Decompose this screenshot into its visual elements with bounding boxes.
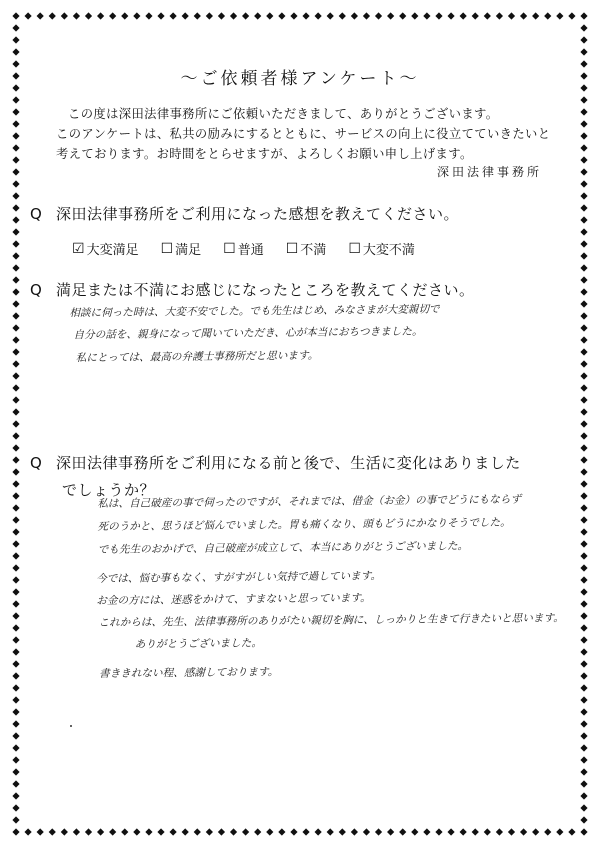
option-label: 大変満足: [86, 243, 139, 258]
border-diamond: [12, 36, 19, 43]
border-diamond: [12, 264, 19, 271]
border-diamond: [580, 516, 587, 523]
border-diamond: [435, 12, 442, 19]
checkbox-icon: ☐: [160, 240, 174, 257]
border-diamond: [315, 828, 322, 835]
border-diamond: [12, 240, 19, 247]
border-diamond: [12, 612, 19, 619]
option-label: 大変不満: [362, 243, 415, 258]
border-diamond: [580, 732, 587, 739]
border-diamond: [580, 372, 587, 379]
border-diamond: [375, 12, 382, 19]
border-diamond: [12, 12, 19, 19]
border-diamond: [97, 12, 104, 19]
border-diamond: [580, 312, 587, 319]
border-diamond: [12, 444, 19, 451]
border-diamond: [12, 372, 19, 379]
border-diamond: [12, 396, 19, 403]
checkbox-icon: ☐: [348, 240, 361, 257]
border-diamond: [12, 576, 19, 583]
border-diamond: [109, 12, 116, 19]
border-diamond: [580, 648, 587, 655]
border-diamond: [12, 456, 19, 463]
question-1-text: 深田法律事務所をご利用になった感想を教えてください。: [56, 205, 460, 223]
border-diamond: [266, 828, 273, 835]
border-diamond: [532, 12, 539, 19]
border-diamond: [12, 816, 19, 823]
border-diamond: [278, 12, 285, 19]
border-diamond: [580, 192, 587, 199]
option-satisfied[interactable]: [161, 239, 202, 258]
border-diamond: [411, 12, 418, 19]
border-diamond: [24, 828, 31, 835]
border-diamond: [580, 708, 587, 715]
question-3-text-line-2: でしょうか？: [62, 481, 156, 499]
border-diamond: [266, 12, 273, 19]
answer-line: 死のうかと、思うほど悩んでいました。胃も痛くなり、頭もどうにかなりそうでした。: [97, 516, 511, 534]
border-diamond: [61, 828, 68, 835]
border-diamond: [508, 828, 515, 835]
border-diamond: [157, 12, 164, 19]
border-diamond: [580, 156, 587, 163]
border-diamond: [12, 216, 19, 223]
border-diamond: [351, 828, 358, 835]
border-diamond: [435, 828, 442, 835]
border-diamond: [580, 180, 587, 187]
border-diamond: [12, 696, 19, 703]
border-diamond: [339, 12, 346, 19]
option-dissatisfied[interactable]: [286, 239, 327, 258]
border-diamond: [206, 12, 213, 19]
border-diamond: [12, 360, 19, 367]
border-diamond: [580, 384, 587, 391]
border-diamond: [12, 780, 19, 787]
question-mark: Q: [30, 454, 42, 472]
border-diamond: [580, 456, 587, 463]
border-diamond: [290, 12, 297, 19]
border-diamond: [85, 828, 92, 835]
border-diamond: [218, 828, 225, 835]
border-diamond: [12, 420, 19, 427]
border-diamond: [12, 732, 19, 739]
border-diamond: [12, 348, 19, 355]
border-diamond: [399, 828, 406, 835]
border-diamond: [472, 828, 479, 835]
border-diamond: [580, 612, 587, 619]
border-diamond: [484, 12, 491, 19]
checkbox-icon: ☐: [223, 240, 236, 257]
border-diamond: [460, 828, 467, 835]
border-diamond: [12, 408, 19, 415]
border-diamond: [363, 828, 370, 835]
border-diamond: [12, 300, 19, 307]
border-diamond: [12, 504, 19, 511]
answer-line: 書ききれない程、感謝しております。: [99, 666, 279, 680]
answer-line: 今では、悩む事もなく、すがすがしい気持で過しています。: [96, 570, 382, 586]
border-diamond: [37, 828, 44, 835]
border-diamond: [194, 828, 201, 835]
border-diamond: [12, 48, 19, 55]
border-diamond: [580, 204, 587, 211]
option-neutral[interactable]: [223, 239, 264, 258]
border-diamond: [170, 828, 177, 835]
question-1: [30, 203, 459, 224]
border-diamond: [580, 468, 587, 475]
border-diamond: [12, 180, 19, 187]
pen-mark: [70, 725, 72, 727]
border-diamond: [580, 588, 587, 595]
answer-line: 私は、自己破産の事で伺ったのですが、それまでは、借金（お金）の事でどうにもならず: [97, 493, 522, 511]
question-mark: Q: [30, 205, 42, 223]
border-diamond: [12, 636, 19, 643]
border-diamond: [580, 828, 587, 835]
answer-line: お金の方には、迷惑をかけて、すまないと思っています。: [96, 592, 371, 608]
border-diamond: [315, 12, 322, 19]
border-diamond: [12, 156, 19, 163]
border-diamond: [12, 768, 19, 775]
border-diamond: [580, 756, 587, 763]
option-label: 不満: [300, 243, 327, 258]
border-diamond: [363, 12, 370, 19]
border-diamond: [61, 12, 68, 19]
border-diamond: [12, 432, 19, 439]
border-diamond: [580, 504, 587, 511]
border-diamond: [157, 828, 164, 835]
border-diamond: [508, 12, 515, 19]
option-very-dissatisfied[interactable]: [348, 239, 415, 258]
border-diamond: [580, 624, 587, 631]
border-diamond: [121, 12, 128, 19]
question-mark: Q: [30, 281, 42, 299]
border-diamond: [12, 168, 19, 175]
border-diamond: [351, 12, 358, 19]
border-diamond: [12, 108, 19, 115]
border-diamond: [12, 324, 19, 331]
border-diamond: [580, 408, 587, 415]
border-diamond: [37, 12, 44, 19]
answer-line: 私にとっては、最高の弁護士事務所だと思います。: [75, 349, 319, 365]
border-diamond: [580, 804, 587, 811]
border-diamond: [580, 168, 587, 175]
border-diamond: [375, 828, 382, 835]
border-diamond: [302, 828, 309, 835]
border-diamond: [327, 828, 334, 835]
border-diamond: [544, 12, 551, 19]
border-diamond: [580, 540, 587, 547]
border-diamond: [580, 552, 587, 559]
border-diamond: [24, 12, 31, 19]
border-diamond: [580, 348, 587, 355]
border-diamond: [12, 540, 19, 547]
border-diamond: [133, 828, 140, 835]
border-diamond: [580, 360, 587, 367]
page-title: ～ご依頼者様アンケート～: [180, 69, 420, 89]
border-diamond: [12, 288, 19, 295]
border-diamond: [447, 828, 454, 835]
border-diamond: [170, 12, 177, 19]
answer-line: 自分の話を、親身になって聞いていただき、心が本当におちつきました。: [73, 325, 423, 342]
border-diamond: [580, 744, 587, 751]
border-diamond: [97, 828, 104, 835]
border-diamond: [580, 720, 587, 727]
intro-paragraph-2: このアンケートは、私共の励みにするとともに、サービスの向上に役立てていきたいと考えております。お時間をとらせますが、よろしくお願い申し上げます。: [56, 127, 551, 161]
option-label: 満足: [175, 243, 202, 258]
answer-line: これからは、先生、法律事務所のありがたい親切を胸に、しっかりと生きて行きたいと思います。: [98, 612, 564, 630]
border-diamond: [580, 12, 587, 19]
border-diamond: [73, 12, 80, 19]
border-diamond: [254, 12, 261, 19]
border-diamond: [12, 144, 19, 151]
border-diamond: [12, 756, 19, 763]
border-diamond: [12, 624, 19, 631]
border-diamond: [230, 12, 237, 19]
border-diamond: [12, 564, 19, 571]
border-diamond: [580, 684, 587, 691]
border-diamond: [411, 828, 418, 835]
border-diamond: [230, 828, 237, 835]
border-diamond: [580, 636, 587, 643]
border-diamond: [12, 120, 19, 127]
border-diamond: [278, 828, 285, 835]
border-diamond: [145, 12, 152, 19]
border-diamond: [580, 288, 587, 295]
border-diamond: [580, 48, 587, 55]
border-diamond: [580, 300, 587, 307]
border-diamond: [580, 228, 587, 235]
intro-paragraph-1: この度は深田法律事務所にご依頼いただきまして、ありがとうございます。: [68, 107, 499, 121]
border-diamond: [12, 792, 19, 799]
border-diamond: [568, 12, 575, 19]
border-diamond: [12, 708, 19, 715]
border-diamond: [520, 12, 527, 19]
border-diamond: [580, 792, 587, 799]
border-diamond: [290, 828, 297, 835]
border-diamond: [12, 528, 19, 535]
border-diamond: [580, 252, 587, 259]
satisfaction-options: [72, 239, 415, 258]
border-diamond: [568, 828, 575, 835]
border-diamond: [472, 12, 479, 19]
border-diamond: [49, 828, 56, 835]
answer-line: 相談に伺った時は、大変不安でした。でも先生はじめ、みなさまが大変親切で: [69, 303, 440, 320]
border-diamond: [580, 780, 587, 787]
border-diamond: [387, 12, 394, 19]
border-diamond: [218, 12, 225, 19]
border-diamond: [520, 828, 527, 835]
border-diamond: [182, 828, 189, 835]
border-diamond: [580, 336, 587, 343]
border-diamond: [580, 216, 587, 223]
border-diamond: [580, 660, 587, 667]
border-diamond: [12, 516, 19, 523]
border-diamond: [580, 132, 587, 139]
border-diamond: [399, 12, 406, 19]
border-diamond: [12, 552, 19, 559]
border-diamond: [496, 828, 503, 835]
border-diamond: [447, 12, 454, 19]
border-diamond: [12, 336, 19, 343]
border-diamond: [580, 816, 587, 823]
question-2: [30, 279, 475, 300]
border-diamond: [580, 264, 587, 271]
border-diamond: [12, 252, 19, 259]
border-diamond: [484, 828, 491, 835]
border-diamond: [339, 828, 346, 835]
checkbox-icon: ☐: [285, 240, 299, 257]
border-diamond: [302, 12, 309, 19]
border-diamond: [12, 204, 19, 211]
question-3-text-line-1: 深田法律事務所をご利用になる前と後で、生活に変化はありました: [56, 454, 521, 472]
border-diamond: [12, 828, 19, 835]
border-diamond: [580, 444, 587, 451]
border-diamond: [12, 276, 19, 283]
border-diamond: [12, 660, 19, 667]
border-diamond: [109, 828, 116, 835]
border-diamond: [121, 828, 128, 835]
border-diamond: [580, 96, 587, 103]
border-diamond: [12, 804, 19, 811]
border-diamond: [580, 768, 587, 775]
border-diamond: [580, 120, 587, 127]
border-diamond: [532, 828, 539, 835]
border-diamond: [580, 144, 587, 151]
option-label: 普通: [237, 243, 264, 258]
border-diamond: [12, 312, 19, 319]
border-diamond: [145, 828, 152, 835]
border-diamond: [85, 12, 92, 19]
border-diamond: [12, 648, 19, 655]
border-diamond: [580, 396, 587, 403]
border-diamond: [544, 828, 551, 835]
border-diamond: [12, 96, 19, 103]
checkbox-checked-icon: ☑: [72, 240, 85, 257]
border-diamond: [12, 480, 19, 487]
border-diamond: [387, 828, 394, 835]
border-diamond: [12, 228, 19, 235]
border-diamond: [423, 12, 430, 19]
border-diamond: [49, 12, 56, 19]
border-diamond: [182, 12, 189, 19]
intro-text: [56, 104, 556, 164]
answer-line: でも先生のおかげで、自己破産が成立して、本当にありがとうございました。: [97, 540, 469, 557]
border-diamond: [580, 696, 587, 703]
border-diamond: [580, 108, 587, 115]
border-diamond: [580, 240, 587, 247]
border-diamond: [580, 24, 587, 31]
border-diamond: [580, 672, 587, 679]
border-diamond: [580, 492, 587, 499]
border-diamond: [580, 432, 587, 439]
border-diamond: [423, 828, 430, 835]
border-diamond: [12, 24, 19, 31]
border-diamond: [254, 828, 261, 835]
border-diamond: [580, 276, 587, 283]
border-diamond: [580, 324, 587, 331]
border-diamond: [580, 480, 587, 487]
border-diamond: [580, 600, 587, 607]
answer-line: ありがとうございました。: [134, 637, 262, 651]
border-diamond: [556, 828, 563, 835]
option-very-satisfied[interactable]: [72, 239, 139, 258]
border-diamond: [12, 384, 19, 391]
border-diamond: [12, 672, 19, 679]
border-diamond: [12, 468, 19, 475]
border-diamond: [580, 420, 587, 427]
border-diamond: [580, 36, 587, 43]
border-diamond: [580, 528, 587, 535]
border-diamond: [206, 828, 213, 835]
border-diamond: [133, 12, 140, 19]
border-diamond: [12, 744, 19, 751]
firm-signature: 深田法律事務所: [436, 165, 542, 179]
border-diamond: [12, 684, 19, 691]
border-diamond: [556, 12, 563, 19]
border-diamond: [194, 12, 201, 19]
border-diamond: [73, 828, 80, 835]
border-diamond: [12, 132, 19, 139]
border-diamond: [12, 720, 19, 727]
border-diamond: [460, 12, 467, 19]
border-diamond: [242, 828, 249, 835]
border-diamond: [327, 12, 334, 19]
border-diamond: [12, 492, 19, 499]
border-diamond: [580, 576, 587, 583]
border-diamond: [12, 588, 19, 595]
border-diamond: [242, 12, 249, 19]
question-2-text: 満足または不満にお感じになったところを教えてください。: [56, 281, 475, 299]
border-diamond: [12, 192, 19, 199]
border-diamond: [496, 12, 503, 19]
border-diamond: [12, 600, 19, 607]
border-diamond: [580, 564, 587, 571]
